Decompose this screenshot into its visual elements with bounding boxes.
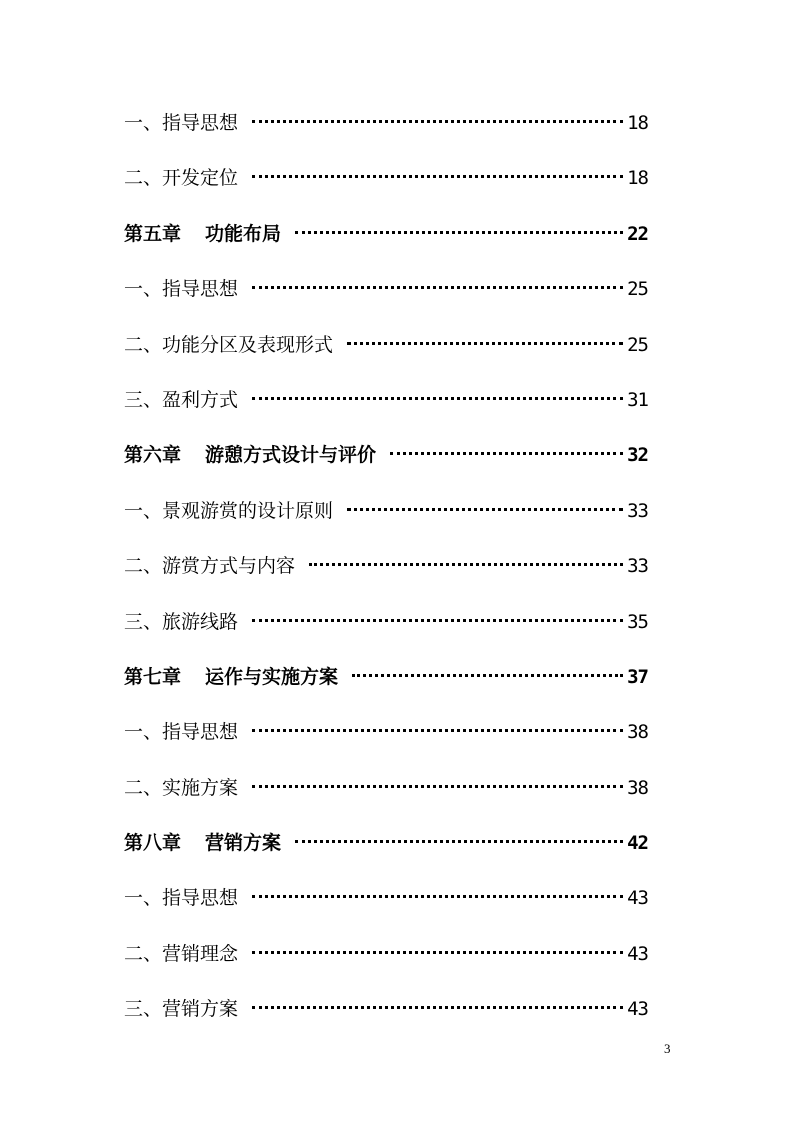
- toc-entry-title: 三、旅游线路: [124, 610, 239, 633]
- toc-entry: [124, 330, 648, 385]
- toc-entry-page: 18: [627, 167, 648, 190]
- toc-entry-title: 一、指导思想: [124, 721, 239, 744]
- toc-entry-title: 三、营销方案: [124, 998, 239, 1021]
- toc-dot-leader: [252, 175, 623, 178]
- toc-chapter-entry: [124, 219, 648, 274]
- toc-chapter-label: 第五章: [124, 222, 182, 245]
- toc-dot-leader: [347, 342, 623, 345]
- toc-dot-leader: [347, 508, 623, 511]
- toc-chapter-heading: [124, 440, 376, 470]
- table-of-contents: [124, 108, 648, 1050]
- toc-entry: [124, 883, 648, 938]
- toc-entry: [124, 163, 648, 218]
- toc-chapter-label: 第七章: [124, 665, 182, 688]
- toc-dot-leader: [252, 397, 623, 400]
- toc-dot-leader: [390, 452, 623, 455]
- toc-entry-title: 二、功能分区及表现形式: [124, 333, 334, 356]
- toc-entry: [124, 496, 648, 551]
- toc-chapter-title: 游憩方式设计与评价: [205, 444, 377, 467]
- toc-dot-leader: [252, 120, 623, 123]
- toc-dot-leader: [252, 286, 623, 289]
- toc-chapter-title: 功能布局: [205, 222, 282, 245]
- toc-entry-title: 二、游赏方式与内容: [124, 555, 296, 578]
- toc-entry-title: 二、开发定位: [124, 167, 239, 190]
- toc-dot-leader: [252, 619, 623, 622]
- toc-dot-leader: [252, 951, 623, 954]
- toc-dot-leader: [352, 674, 623, 677]
- toc-entry-page: 32: [627, 444, 648, 467]
- toc-entry: [124, 939, 648, 994]
- toc-chapter-label: 第六章: [124, 444, 182, 467]
- toc-entry-page: 33: [627, 499, 648, 522]
- toc-chapter-entry: [124, 440, 648, 495]
- toc-entry: [124, 274, 648, 329]
- toc-entry-title: 二、实施方案: [124, 776, 239, 799]
- toc-entry: [124, 108, 648, 163]
- toc-entry-page: 42: [627, 832, 648, 855]
- toc-chapter-entry: [124, 662, 648, 717]
- toc-dot-leader: [252, 729, 623, 732]
- toc-entry-page: 25: [627, 278, 648, 301]
- toc-entry: [124, 385, 648, 440]
- toc-chapter-heading: [124, 662, 338, 692]
- toc-entry-page: 33: [627, 555, 648, 578]
- toc-entry-title: 二、营销理念: [124, 942, 239, 965]
- toc-chapter-label: 第八章: [124, 832, 182, 855]
- toc-entry-page: 22: [627, 222, 648, 245]
- toc-entry-page: 38: [627, 721, 648, 744]
- toc-entry-page: 43: [627, 942, 648, 965]
- toc-entry-page: 31: [627, 388, 648, 411]
- toc-entry-page: 43: [627, 998, 648, 1021]
- toc-chapter-entry: [124, 828, 648, 883]
- toc-entry-title: 三、盈利方式: [124, 388, 239, 411]
- toc-entry: [124, 607, 648, 662]
- toc-chapter-title: 运作与实施方案: [205, 665, 339, 688]
- toc-entry: [124, 717, 648, 772]
- toc-chapter-heading: [124, 828, 281, 858]
- toc-entry-page: 25: [627, 333, 648, 356]
- toc-entry-title: 一、景观游赏的设计原则: [124, 499, 334, 522]
- toc-entry-page: 38: [627, 776, 648, 799]
- toc-entry: [124, 551, 648, 606]
- toc-dot-leader: [252, 895, 623, 898]
- toc-dot-leader: [295, 840, 623, 843]
- page-number: 3: [664, 1041, 671, 1056]
- toc-chapter-heading: [124, 219, 281, 249]
- toc-dot-leader: [309, 563, 623, 566]
- toc-entry-page: 37: [627, 665, 648, 688]
- toc-dot-leader: [252, 1006, 623, 1009]
- toc-entry-page: 35: [627, 610, 648, 633]
- toc-entry-title: 一、指导思想: [124, 112, 239, 134]
- toc-dot-leader: [252, 785, 623, 788]
- toc-entry-page: 43: [627, 887, 648, 910]
- toc-entry: [124, 773, 648, 828]
- toc-entry-page: 18: [627, 112, 648, 134]
- toc-dot-leader: [295, 231, 623, 234]
- toc-entry-title: 一、指导思想: [124, 278, 239, 301]
- toc-entry: [124, 994, 648, 1049]
- toc-entry-title: 一、指导思想: [124, 887, 239, 910]
- toc-chapter-title: 营销方案: [205, 832, 282, 855]
